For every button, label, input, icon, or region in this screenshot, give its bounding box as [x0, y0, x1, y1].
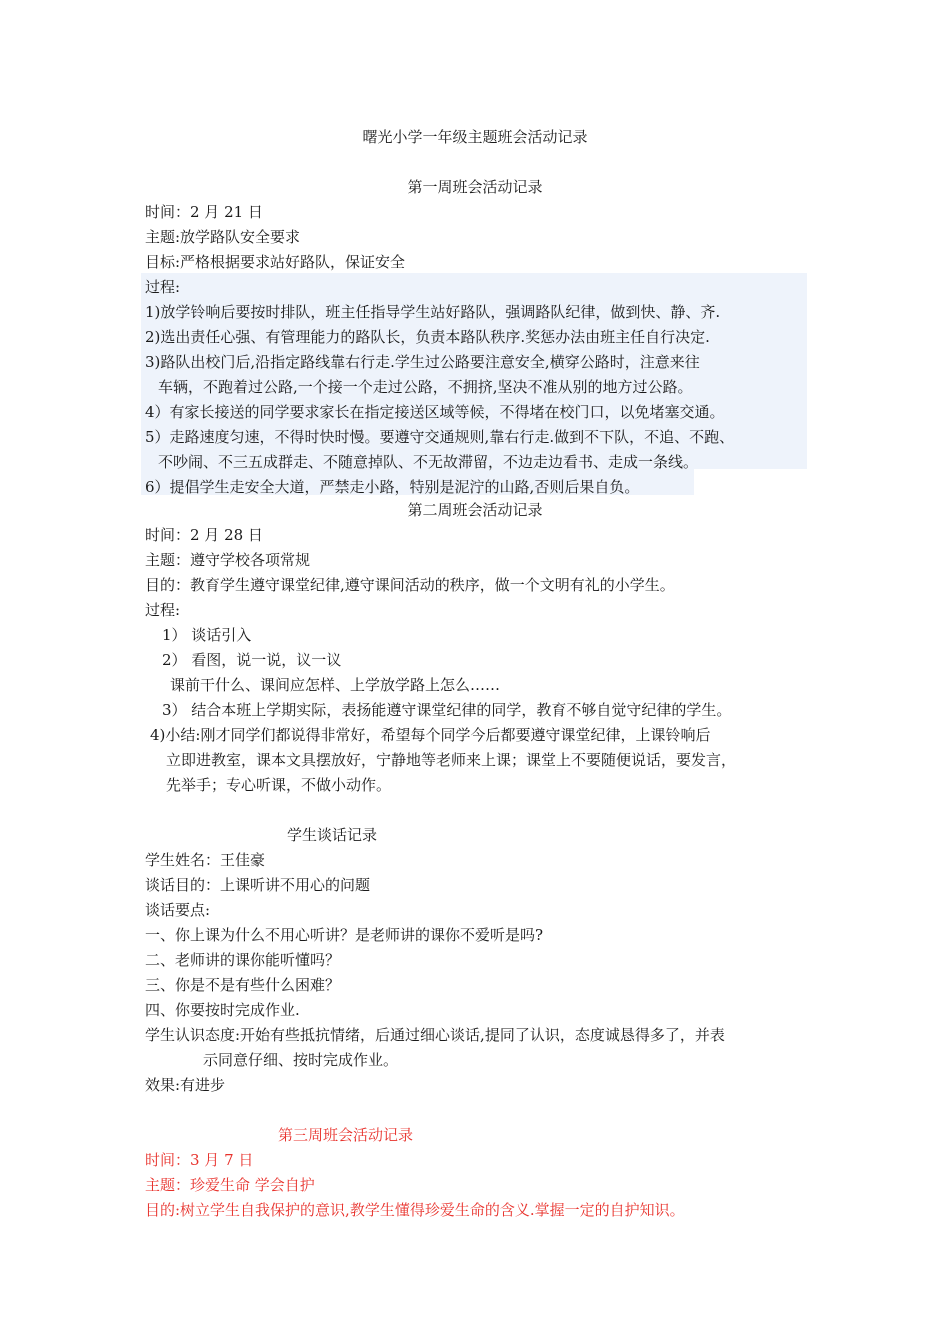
talk-student: 学生姓名：王佳豪 — [145, 851, 266, 869]
week1-step: 2)选出责任心强、有管理能力的路队长，负责本路队秩序.奖惩办法由班主任自行决定. — [145, 328, 710, 346]
talk-point: 三、你是不是有些什么困难？ — [145, 976, 341, 994]
week2-step: 1） 谈话引入 — [162, 626, 252, 644]
week1-step: 6）提倡学生走安全大道，严禁走小路，特别是泥泞的山路,否则后果自负。 — [145, 478, 640, 496]
week2-step: 立即进教室，课本文具摆放好，宁静地等老师来上课；课堂上不要随便说话，要发言， — [166, 751, 737, 769]
week2-step: 先举手；专心听课，不做小动作。 — [166, 776, 392, 794]
week1-theme: 主题:放学路队安全要求 — [145, 228, 301, 246]
week1-step: 1)放学铃响后要按时排队，班主任指导学生站好路队，强调路队纪律，做到快、静、齐. — [145, 303, 721, 321]
week1-time: 时间：2 月 21 日 — [145, 203, 263, 221]
week2-time: 时间：2 月 28 日 — [145, 526, 263, 544]
week2-step: 3） 结合本班上学期实际，表扬能遵守课堂纪律的同学，教育不够自觉守纪律的学生。 — [162, 701, 732, 719]
week2-step: 4)小结:刚才同学们都说得非常好，希望每个同学今后都要遵守课堂纪律，上课铃响后 — [150, 726, 711, 744]
talk-heading: 学生谈话记录 — [287, 826, 378, 844]
talk-point: 四、你要按时完成作业. — [145, 1001, 300, 1019]
week2-step: 课前干什么、课间应怎样、上学放学路上怎么…… — [170, 676, 501, 694]
week3-purpose: 目的:树立学生自我保护的意识,教学生懂得珍爱生命的含义.掌握一定的自护知识。 — [145, 1201, 685, 1219]
week2-heading: 第二周班会活动记录 — [407, 501, 543, 519]
week1-heading: 第一周班会活动记录 — [407, 178, 543, 196]
document-title: 曙光小学一年级主题班会活动记录 — [362, 128, 588, 146]
talk-effect: 效果:有进步 — [145, 1076, 226, 1094]
week3-heading: 第三周班会活动记录 — [278, 1126, 414, 1144]
week3-time: 时间：3 月 7 日 — [145, 1151, 254, 1169]
talk-attitude: 学生认识态度:开始有些抵抗情绪，后通过细心谈话,提同了认识，态度诚恳得多了，并表 — [145, 1026, 725, 1044]
talk-point: 二、老师讲的课你能听懂吗？ — [145, 951, 341, 969]
week1-step: 车辆，不跑着过公路,一个接一个走过公路，不拥挤,坚决不准从别的地方过公路。 — [158, 378, 693, 396]
week1-process-label: 过程: — [145, 278, 181, 296]
talk-points-label: 谈话要点: — [145, 901, 211, 919]
week2-theme: 主题：遵守学校各项常规 — [145, 551, 311, 569]
week2-process-label: 过程: — [145, 601, 181, 619]
week1-step: 5）走路速度匀速，不得时快时慢。要遵守交通规则,靠右行走.做到不下队，不追、不跑、 — [145, 428, 735, 446]
talk-attitude-cont: 示同意仔细、按时完成作业。 — [203, 1051, 399, 1069]
week3-theme: 主题：珍爱生命 学会自护 — [145, 1176, 315, 1194]
week2-purpose: 目的：教育学生遵守课堂纪律,遵守课间活动的秩序，做一个文明有礼的小学生。 — [145, 576, 675, 594]
week1-step: 不吵闹、不三五成群走、不随意掉队、不无故滞留，不边走边看书、走成一条线。 — [158, 453, 699, 471]
week2-step: 2） 看图，说一说，议一议 — [162, 651, 342, 669]
talk-purpose: 谈话目的：上课听讲不用心的问题 — [145, 876, 371, 894]
week1-step: 3)路队出校门后,沿指定路线靠右行走.学生过公路要注意安全,横穿公路时，注意来往 — [145, 353, 700, 371]
week1-goal: 目标:严格根据要求站好路队，保证安全 — [145, 253, 406, 271]
talk-point: 一、你上课为什么不用心听讲？是老师讲的课你不爱听是吗? — [145, 926, 544, 944]
week1-step: 4）有家长接送的同学要求家长在指定接送区域等候，不得堵在校门口，以免堵塞交通。 — [145, 403, 725, 421]
